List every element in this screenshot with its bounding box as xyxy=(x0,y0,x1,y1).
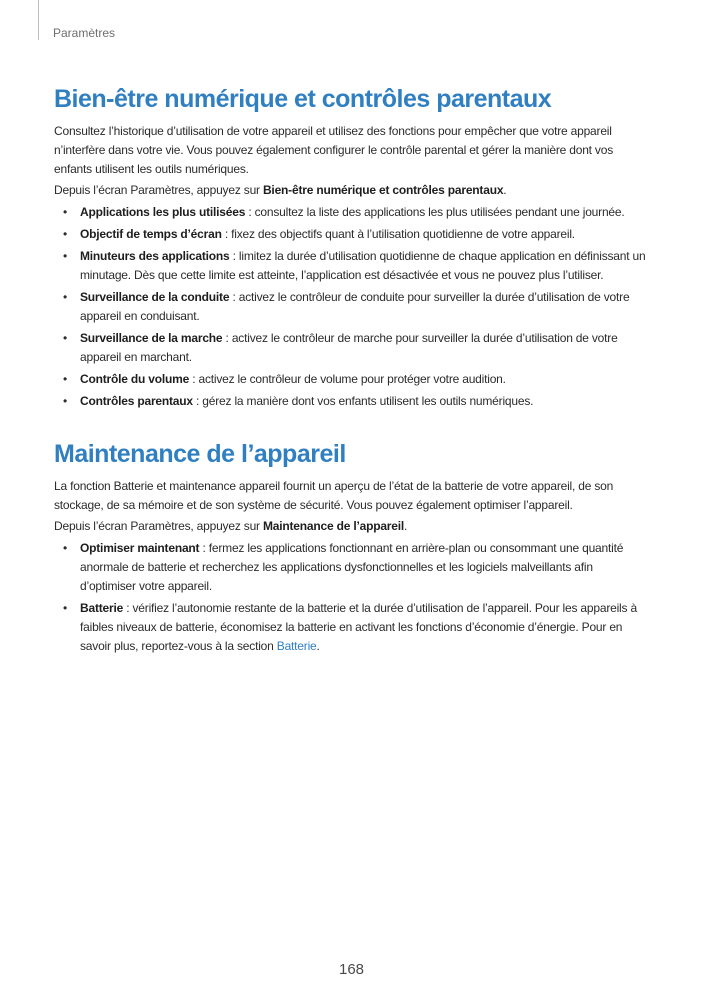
feature-term: Batterie xyxy=(80,601,124,615)
list-item xyxy=(54,370,646,389)
list-item xyxy=(54,225,646,244)
feature-description: : vérifiez l’autonomie restante de la batterie et la durée d’utilisation de l’appareil. Pour les appareils à faibles niveaux de batterie, économisez la batterie en activant les fonctions d’économie d’énergie. Pour en savoir plus, reportez-vous à la section xyxy=(80,601,637,653)
feature-description-end: . xyxy=(316,639,320,653)
instruction-suffix: . xyxy=(404,519,408,533)
list-item xyxy=(54,203,646,222)
section-intro: Consultez l’historique d’utilisation de votre appareil et utilisez des fonctions pour empêcher que votre appareil n’interfère dans votre vie. Vous pouvez également configurer le contrôle parental et gérer la manière dont vos enfants utilisent les outils numériques. xyxy=(54,124,614,176)
feature-list xyxy=(54,539,646,656)
running-header: Paramètres xyxy=(53,26,116,40)
list-item xyxy=(54,392,646,411)
feature-description: : consultez la liste des applications les plus utilisées pendant une journée. xyxy=(245,205,625,219)
feature-term: Surveillance de la conduite xyxy=(80,290,230,304)
section-device-maintenance xyxy=(54,439,646,656)
list-item xyxy=(54,288,646,326)
list-item xyxy=(54,247,646,285)
instruction-menu-path: Maintenance de l’appareil xyxy=(262,519,405,533)
feature-term: Contrôles parentaux xyxy=(80,394,193,408)
feature-term: Optimiser maintenant xyxy=(80,541,200,555)
feature-description: : activez le contrôleur de conduite pour surveiller la durée d’utilisation de votre appareil en conduisant. xyxy=(80,290,630,323)
feature-term: Surveillance de la marche xyxy=(80,331,223,345)
list-item xyxy=(54,329,646,367)
feature-description: : fermez les applications fonctionnant en arrière-plan ou consommant une quantité anormale de batterie et recherchez les applications dysfonctionnelles et les logiciels malveillants afin d’optimiser votre appareil. xyxy=(80,541,624,593)
feature-term: Contrôle du volume xyxy=(80,372,190,386)
feature-description: : limitez la durée d’utilisation quotidienne de chaque application en définissant un minutage. Dès que cette limite est atteinte, l’application est désactivée et vous ne pouvez plus l’utiliser. xyxy=(80,249,646,282)
battery-section-link[interactable]: Batterie xyxy=(276,639,317,653)
section-title-digital-wellbeing: Bien-être numérique et contrôles parentaux xyxy=(54,85,552,113)
feature-description: : gérez la manière dont vos enfants utilisent les outils numériques. xyxy=(192,394,534,408)
instruction-prefix: Depuis l’écran Paramètres, appuyez sur xyxy=(54,183,263,197)
header-rule xyxy=(38,0,39,40)
feature-description: : activez le contrôleur de volume pour protéger votre audition. xyxy=(189,372,506,386)
feature-term: Objectif de temps d’écran xyxy=(80,227,222,241)
feature-term: Applications les plus utilisées xyxy=(80,205,246,219)
list-item xyxy=(54,539,646,596)
section-intro: La fonction Batterie et maintenance appareil fournit un aperçu de l’état de la batterie de votre appareil, de son stockage, de sa mémoire et de son système de sécurité. Vous pouvez également optimiser l’appareil. xyxy=(54,479,614,512)
page-content xyxy=(54,84,646,659)
list-item xyxy=(54,599,646,656)
feature-term: Minuteurs des applications xyxy=(80,249,230,263)
section-instruction xyxy=(54,181,646,200)
section-instruction xyxy=(54,517,646,536)
instruction-prefix: Depuis l’écran Paramètres, appuyez sur xyxy=(54,519,263,533)
feature-list xyxy=(54,203,646,411)
section-digital-wellbeing xyxy=(54,84,646,411)
section-title-device-maintenance: Maintenance de l’appareil xyxy=(54,440,346,468)
page-number: 168 xyxy=(338,961,365,978)
feature-description: : fixez des objectifs quant à l’utilisation quotidienne de votre appareil. xyxy=(221,227,575,241)
instruction-menu-path: Bien-être numérique et contrôles parentaux xyxy=(262,183,504,197)
instruction-suffix: . xyxy=(503,183,507,197)
feature-description: : activez le contrôleur de marche pour surveiller la durée d’utilisation de votre appareil en marchant. xyxy=(80,331,618,364)
